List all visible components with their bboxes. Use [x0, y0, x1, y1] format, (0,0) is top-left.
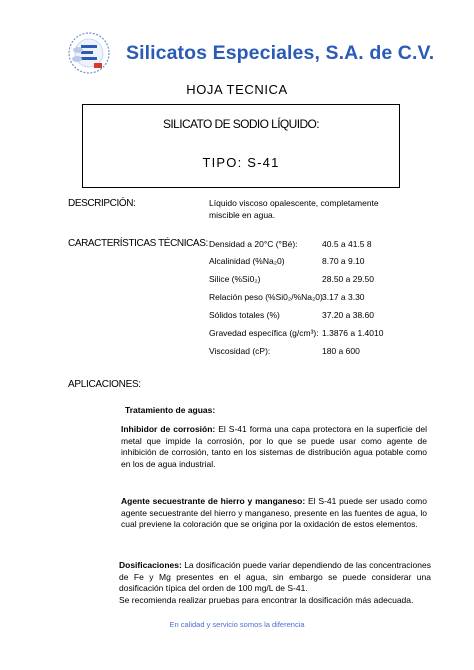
- secuestrante-title: Agente secuestrante de hierro y manganeso:: [121, 496, 306, 506]
- caracteristicas-label: CARACTERÍSTICAS TÉCNICAS:: [68, 238, 208, 249]
- property-label: Sólidos totales (%): [209, 310, 280, 320]
- dosificaciones-title: Dosificaciones:: [119, 560, 182, 570]
- descripcion-text: Líquido viscoso opalescente, completamente miscible en agua.: [209, 198, 379, 220]
- descripcion-label: DESCRIPCIÓN:: [68, 198, 136, 209]
- property-value: 40.5 a 41.5 8: [322, 239, 372, 249]
- aplicaciones-heading: APLICACIONES:: [68, 379, 141, 390]
- property-label: Relación peso (%Si0₂/%Na₂0): [209, 292, 323, 302]
- inhibidor-title: Inhibidor de corrosión:: [121, 424, 216, 434]
- inhibidor-text: El S-41 forma una capa protectora en la superficie del metal que impide la corrosión, por lo que se puede usar como agente de inhibición de corrosión, tanto en los sistemas de distribución agua potable como en los de agua industrial.: [121, 424, 427, 469]
- secuestrante-text: El S-41 puede ser usado como agente secuestrante del hierro y manganeso, presente en las fuentes de agua, lo cual previene la coloración que se origina por la oxidación de estos elementos.: [121, 496, 427, 530]
- property-value: 3.17 a 3.30: [322, 292, 365, 302]
- property-label: Densidad a 20°C (°Bé):: [209, 239, 298, 249]
- property-label: Gravedad específica (g/cm³):: [209, 328, 319, 338]
- secuestrante-paragraph: [121, 496, 427, 531]
- product-type: TIPO: S-41: [202, 155, 280, 170]
- property-value: 8.70 a 9.10: [322, 256, 365, 266]
- property-label: Silice (%Si0₂): [209, 274, 261, 284]
- header: [64, 28, 435, 80]
- tratamiento-heading: Tratamiento de aguas:: [125, 405, 216, 415]
- inhibidor-paragraph: [121, 424, 427, 470]
- dosificaciones-note: Se recomienda realizar pruebas para encontrar la dosificación más adecuada.: [119, 594, 414, 605]
- dosificaciones-paragraph: [119, 560, 431, 606]
- footer-slogan: En calidad y servicio somos la diferencia: [169, 620, 305, 629]
- company-logo-icon: [64, 28, 114, 78]
- property-value: 28.50 a 29.50: [322, 274, 374, 284]
- product-name: SILICATO DE SODIO LÍQUIDO:: [163, 117, 319, 131]
- company-name: Silicatos Especiales, S.A. de C.V.: [126, 42, 435, 64]
- property-value: 1.3876 a 1.4010: [322, 328, 384, 338]
- dosificaciones-text: La dosificación puede variar dependiendo de las concentraciones de Fe y Mg presentes en el agua, sin embargo se puede considerar una dosificación típica del orden de 100 mg/L de S-41.: [119, 560, 431, 594]
- property-label: Alcalinidad (%Na₂0): [209, 256, 285, 266]
- property-label: Viscosidad (cP):: [209, 346, 271, 356]
- property-value: 37.20 a 38.60: [322, 310, 374, 320]
- property-value: 180 a 600: [322, 346, 360, 356]
- product-box: [82, 104, 400, 188]
- document-type: HOJA TECNICA: [186, 82, 288, 97]
